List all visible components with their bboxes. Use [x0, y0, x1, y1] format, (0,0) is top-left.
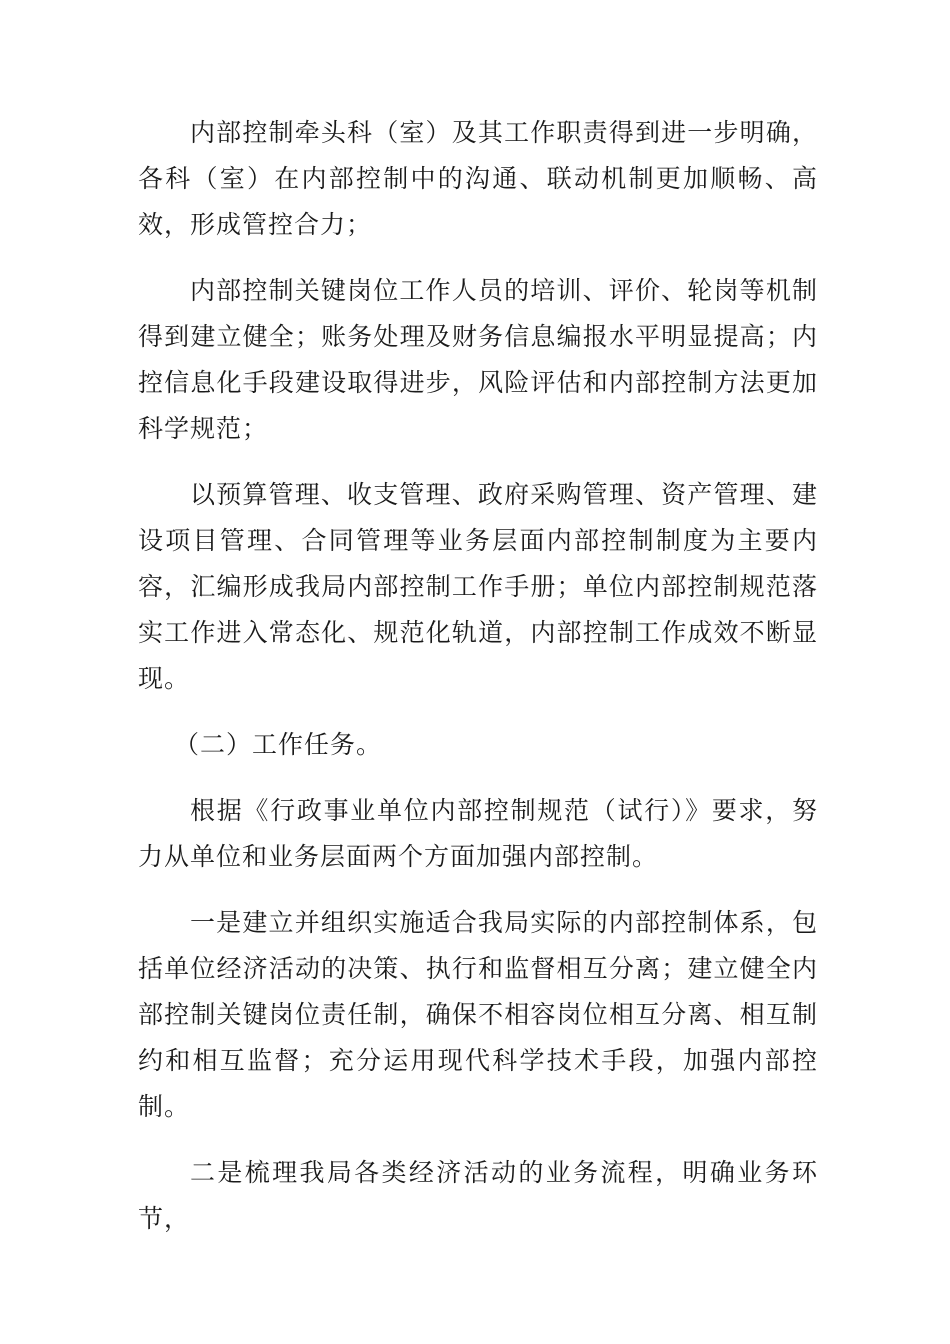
paragraph-4: 根据《行政事业单位内部控制规范（试行）》要求，努力从单位和业务层面两个方面加强内部控制。: [138, 796, 818, 871]
paragraph-5: 一是建立并组织实施适合我局实际的内部控制体系，包括单位经济活动的决策、执行和监督相互分离；建立健全内部控制关键岗位责任制，确保不相容岗位相互分离、相互制约和相互监督；充分运用现代科学技术手段，加强内部控制。: [138, 908, 818, 1121]
document-body: [138, 110, 818, 1262]
paragraph-1: 内部控制牵头科（室）及其工作职责得到进一步明确，各科（室）在内部控制中的沟通、联动机制更加顺畅、高效，形成管控合力；: [138, 118, 818, 239]
paragraph-3: 以预算管理、收支管理、政府采购管理、资产管理、建设项目管理、合同管理等业务层面内部控制制度为主要内容，汇编形成我局内部控制工作手册；单位内部控制规范落实工作进入常态化、规范化轨道，内部控制工作成效不断显现。: [138, 480, 818, 693]
section-heading-work-tasks: （二）工作任务。: [174, 730, 383, 759]
paragraph-2: 内部控制关键岗位工作人员的培训、评价、轮岗等机制得到建立健全；账务处理及财务信息编报水平明显提高；内控信息化手段建设取得进步，风险评估和内部控制方法更加科学规范；: [138, 276, 818, 443]
paragraph-6: 二是梳理我局各类经济活动的业务流程，明确业务环节，: [138, 1158, 818, 1233]
